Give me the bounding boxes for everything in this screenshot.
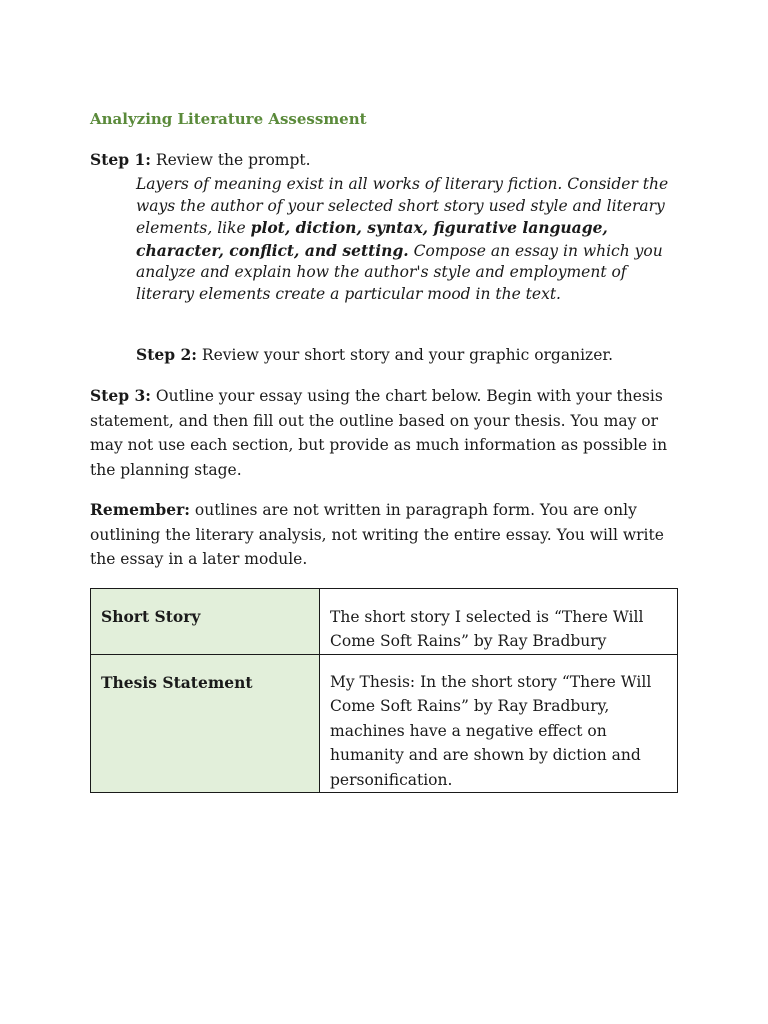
remember-note — [90, 498, 680, 572]
document-page — [90, 108, 680, 793]
prompt-text-1: Layers of meaning exist in all works of literary fiction. Consider the ways the author of your selected short story used style and literary elements, like — [136, 175, 669, 237]
step-3 — [90, 384, 680, 482]
step-3-text: Outline your essay using the chart below. Begin with your thesis statement, and then fill out the outline based on your thesis. You may or may not use each section, but provide as much information as possible in the planning stage. — [90, 387, 668, 479]
outline-table — [90, 588, 678, 794]
table-row — [91, 588, 678, 654]
step-1-label: Step 1: — [90, 150, 151, 169]
step-2-text: Review your short story and your graphic organizer. — [196, 346, 614, 364]
prompt-elements: plot, diction, syntax, figurative language, character, conflict, and setting. — [136, 218, 608, 260]
step-2 — [136, 343, 680, 367]
table-row — [91, 654, 678, 793]
table-row-label: Thesis Statement — [91, 654, 320, 793]
remember-label: Remember: — [90, 500, 190, 519]
step-2-label: Step 2: — [136, 345, 197, 364]
document-title: Analyzing Literature Assessment — [90, 110, 367, 128]
step-1 — [90, 148, 680, 172]
table-row-value: The short story I selected is “There Will Come Soft Rains” by Ray Bradbury — [320, 588, 678, 654]
table-row-label: Short Story — [91, 588, 320, 654]
essay-prompt — [136, 174, 680, 305]
remember-text: outlines are not written in paragraph form. You are only outlining the literary analysis, not writing the entire essay. You will write the essay in a later module. — [90, 501, 664, 568]
table-row-value: My Thesis: In the short story “There Will Come Soft Rains” by Ray Bradbury, machines have a negative effect on humanity and are shown by diction and personification. — [320, 654, 678, 793]
prompt-text-2: Compose an essay in which you analyze and explain how the author's style and employment of literary elements create a particular mood in the text. — [136, 241, 663, 303]
step-3-label: Step 3: — [90, 386, 151, 405]
step-1-text: Review the prompt. — [150, 151, 311, 169]
